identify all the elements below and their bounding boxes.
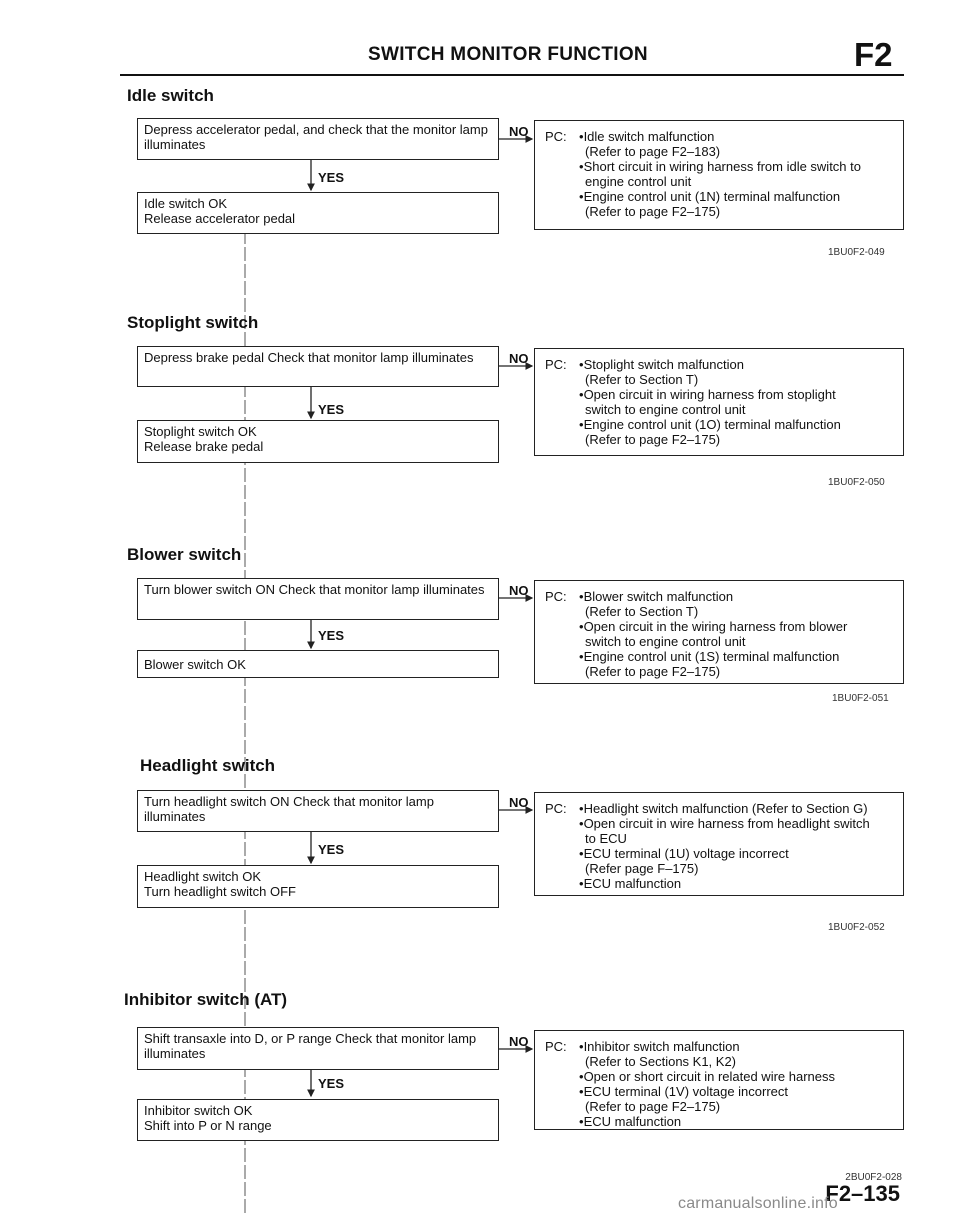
ok-line: Blower switch OK <box>144 657 246 672</box>
check-step-box: Turn blower switch ON Check that monitor lamp illuminates <box>137 578 499 620</box>
yes-label: YES <box>318 402 345 417</box>
check-step-box: Depress accelerator pedal, and check that the monitor lamp illuminates <box>137 118 499 160</box>
ok-line: Shift into P or N range <box>144 1118 272 1133</box>
ok-line: Headlight switch OK <box>144 869 262 884</box>
ok-step-box <box>137 1099 499 1141</box>
pc-item: •Headlight switch malfunction (Refer to Section G) <box>579 801 868 816</box>
ok-line: Release brake pedal <box>144 439 264 454</box>
pc-item: •Idle switch malfunction <box>579 129 715 144</box>
no-label: NO <box>509 795 529 810</box>
probable-cause-box <box>534 120 904 230</box>
probable-cause-box <box>534 348 904 456</box>
pc-item: to ECU <box>585 831 627 846</box>
no-label: NO <box>509 583 529 598</box>
section-title: Stoplight switch <box>127 313 259 332</box>
pc-item: (Refer to Sections K1, K2) <box>585 1054 737 1069</box>
ok-line: Stoplight switch OK <box>144 424 257 439</box>
pc-item: (Refer to page F2–175) <box>585 432 721 447</box>
figure-ref: 1BU0F2-052 <box>828 922 885 933</box>
pc-item: switch to engine control unit <box>585 402 746 417</box>
pc-prefix: PC: <box>545 129 567 144</box>
no-label: NO <box>509 124 529 139</box>
yes-label: YES <box>318 1076 345 1091</box>
ok-step-box <box>137 192 499 234</box>
check-step-box: Shift transaxle into D, or P range Check that monitor lamp illuminates <box>137 1027 499 1070</box>
pc-item: •Engine control unit (1S) terminal malfunction <box>579 649 840 664</box>
pc-item: (Refer page F–175) <box>585 861 699 876</box>
ok-line: Inhibitor switch OK <box>144 1103 253 1118</box>
page-title: SWITCH MONITOR FUNCTION <box>368 44 648 65</box>
page-section-code: F2 <box>854 36 893 73</box>
pc-item: engine control unit <box>585 174 692 189</box>
pc-item: •Open circuit in wire harness from headlight switch <box>579 816 870 831</box>
pc-item: (Refer to Section T) <box>585 372 699 387</box>
pc-prefix: PC: <box>545 801 567 816</box>
pc-item: •Stoplight switch malfunction <box>579 357 744 372</box>
pc-item: •Open or short circuit in related wire harness <box>579 1069 836 1084</box>
pc-item: •Open circuit in the wiring harness from blower <box>579 619 848 634</box>
watermark: carmanualsonline.info <box>678 1195 838 1212</box>
check-step-box: Depress brake pedal Check that monitor lamp illuminates <box>137 346 499 387</box>
probable-cause-box <box>534 792 904 896</box>
pc-item: (Refer to page F2–175) <box>585 664 721 679</box>
figure-ref: 1BU0F2-049 <box>828 247 885 258</box>
pc-prefix: PC: <box>545 589 567 604</box>
section-title: Headlight switch <box>140 756 276 775</box>
ok-line: Release accelerator pedal <box>144 211 296 226</box>
pc-item: (Refer to page F2–183) <box>585 144 721 159</box>
ok-line: Idle switch OK <box>144 196 228 211</box>
probable-cause-box <box>534 580 904 684</box>
pc-item: •ECU malfunction <box>579 1114 682 1129</box>
section-title: Blower switch <box>127 545 242 564</box>
pc-item: switch to engine control unit <box>585 634 746 649</box>
pc-item: •Engine control unit (1N) terminal malfunction <box>579 189 841 204</box>
no-label: NO <box>509 351 529 366</box>
pc-item: •Inhibitor switch malfunction <box>579 1039 740 1054</box>
yes-label: YES <box>318 842 345 857</box>
pc-item: •Short circuit in wiring harness from idle switch to <box>579 159 861 174</box>
pc-item: (Refer to Section T) <box>585 604 699 619</box>
ok-line: Turn headlight switch OFF <box>144 884 296 899</box>
pc-item: (Refer to page F2–175) <box>585 1099 721 1114</box>
ok-step-box <box>137 420 499 463</box>
pc-item: •ECU malfunction <box>579 876 682 891</box>
pc-item: •Open circuit in wiring harness from stoplight <box>579 387 836 402</box>
title-rule <box>120 74 904 76</box>
pc-item: •Engine control unit (1O) terminal malfunction <box>579 417 841 432</box>
page-number: F2–135 <box>825 1181 900 1206</box>
pc-prefix: PC: <box>545 1039 567 1054</box>
pc-prefix: PC: <box>545 357 567 372</box>
yes-label: YES <box>318 628 345 643</box>
ok-step-box <box>137 650 499 678</box>
ok-step-box <box>137 865 499 908</box>
figure-ref: 1BU0F2-051 <box>832 693 889 704</box>
pc-item: •ECU terminal (1V) voltage incorrect <box>579 1084 789 1099</box>
pc-item: (Refer to page F2–175) <box>585 204 721 219</box>
yes-label: YES <box>318 170 345 185</box>
probable-cause-box <box>534 1030 904 1130</box>
no-label: NO <box>509 1034 529 1049</box>
section-title: Idle switch <box>127 86 214 105</box>
figure-ref: 1BU0F2-050 <box>828 477 885 488</box>
pc-item: •Blower switch malfunction <box>579 589 734 604</box>
check-step-box: Turn headlight switch ON Check that monitor lamp illuminates <box>137 790 499 832</box>
pc-item: •ECU terminal (1U) voltage incorrect <box>579 846 789 861</box>
section-title: Inhibitor switch (AT) <box>124 990 288 1009</box>
figure-ref: 2BU0F2-028 <box>845 1172 902 1183</box>
